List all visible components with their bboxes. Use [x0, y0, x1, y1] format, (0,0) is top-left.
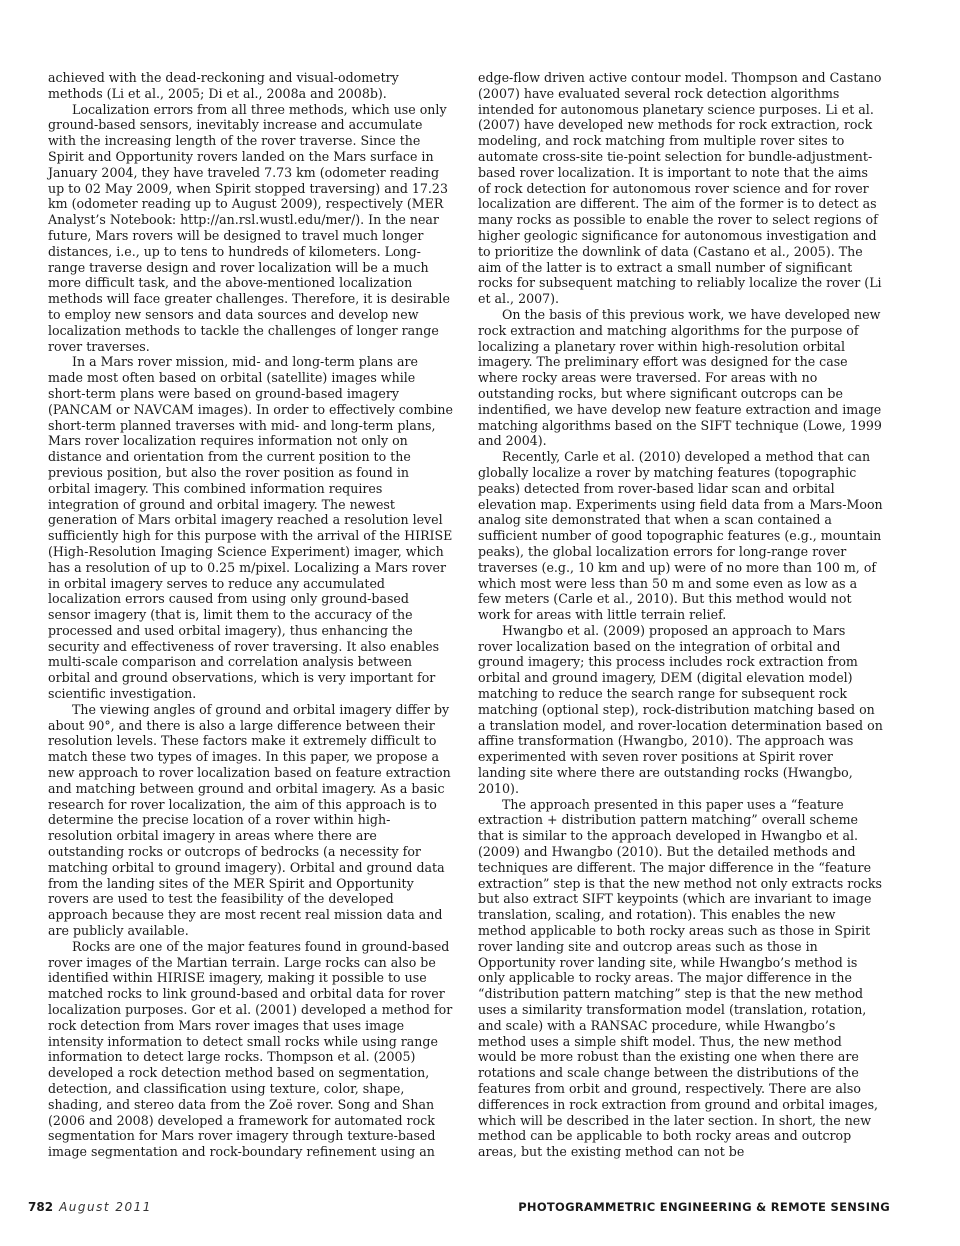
paragraph: The approach presented in this paper uses a “feature extraction + distribution pattern matching” overall scheme that is similar to the approach developed in Hwangbo et al. (2009) and Hwangbo (2010). But the detailed methods and techniques are different. The major difference in the “feature extraction” step is that the new method not only extracts rocks but also extract SIFT keypoints (which are invariant to image translation, scaling, and rotation). This enables the new method applicable to both rocky areas such as those in Spirit rover landing site and outcrop areas such as those in Opportunity rover landing site, while Hwangbo’s method is only applicable to rocky areas. The major difference in the “distribution pattern matching” step is that the new method uses a similarity transformation model (translation, rotation, and scale) with a RANSAC procedure, while Hwangbo’s method uses a simple shift model. Thus, the new method would be more robust than the existing one when there are rotations and scale change between the distributions of the features from orbit and ground, respectively. There are also differences in rock extraction from ground and orbital images, which will be described in the later section. In short, the new method can be applicable to both rocky areas and outcrop areas, but the existing method can not be	[478, 796, 882, 1160]
paragraph: edge-flow driven active contour model. Thompson and Castano (2007) have evaluated several rock detection algorithms intended for autonomous planetary science purposes. Li et al. (2007) have developed new methods for rock extraction, rock modeling, and rock matching from multiple rover sites to automate cross-site tie-point selection for bundle-adjustment-based rover localization. It is important to note that the aims of rock detection for autonomous rover science and for rover localization are different. The aim of the former is to detect as many rocks as possible to enable the rover to select regions of higher geologic significance for autonomous investigation and to prioritize the downlink of data (Castano et al., 2005). The aim of the latter is to extract a small number of significant rocks for subsequent matching to reliably localize the rover (Li et al., 2007).	[478, 70, 882, 307]
paragraph: Rocks are one of the major features found in ground-based rover images of the Martian terrain. Large rocks can also be identified within HIRISE imagery, making it possible to use matched rocks to link ground-based and orbital data for rover localization purposes. Gor et al. (2001) developed a method for rock detection from Mars rover images that uses image intensity information to detect small rocks while using range information to detect large rocks. Thompson et al. (2005) developed a rock detection method based on segmentation, detection, and classification using texture, color, shape, shading, and stereo data from the Zoë rover. Song and Shan (2006 and 2008) developed a framework for automated rock segmentation for Mars rover imagery through texture-based image segmentation and rock-boundary refinement using an	[48, 938, 453, 1160]
issue-date: August 2011	[59, 1200, 152, 1214]
paragraph: On the basis of this previous work, we have developed new rock extraction and matching algorithms for the purpose of localizing a planetary rover within high-resolution orbital imagery. The preliminary effort was designed for the case where rocky areas were traversed. For areas with no outstanding rocks, but where significant outcrops can be indentified, we have develop new feature extraction and image matching algorithms based on the SIFT technique (Lowe, 1999 and 2004).	[478, 306, 882, 449]
paragraph: In a Mars rover mission, mid- and long-term plans are made most often based on orbital (satellite) images while short-term plans were based on ground-based imagery (PANCAM or NAVCAM images). In order to effectively combine short-term planned traverses with mid- and long-term plans, Mars rover localization requires information not only on distance and orientation from the current position to the previous position, but also the rover position as found in orbital imagery. This combined information requires integration of ground and orbital imagery. The newest generation of Mars orbital imagery reached a resolution level sufficiently high for this purpose with the arrival of the HIRISE (High-Resolution Imaging Science Experiment) imager, which has a resolution of up to 0.25 m/pixel. Localizing a Mars rover in orbital imagery serves to reduce any accumulated localization errors caused from using only ground-based sensor imagery (that is, limit them to the accuracy of the processed and used orbital imagery), thus enhancing the security and effectiveness of rover traversing. It also enables multi-scale comparison and correlation analysis between orbital and ground observations, which is very important for scientific investigation.	[48, 354, 453, 702]
journal-name: PHOTOGRAMMETRIC ENGINEERING & REMOTE SENSING	[518, 1200, 890, 1214]
paragraph: The viewing angles of ground and orbital imagery differ by about 90°, and there is also a large difference between their resolution levels. These factors make it extremely difficult to match these two types of images. In this paper, we propose a new approach to rover localization based on feature extraction and matching between ground and orbital imagery. As a basic research for rover localization, the aim of this approach is to determine the precise location of a rover within high-resolution orbital imagery in areas where there are outstanding rocks or outcrops of bedrocks (a necessity for matching orbital to ground imagery). Orbital and ground data from the landing sites of the MER Spirit and Opportunity rovers are used to test the feasibility of the developed approach because they are most recent real mission data and are publicly available.	[48, 701, 451, 939]
paragraph: Hwangbo et al. (2009) proposed an approach to Mars rover localization based on the integration of orbital and ground imagery; this process includes rock extraction from orbital and ground imagery, DEM (digital elevation model) matching to reduce the search range for subsequent rock matching (optional step), rock-distribution matching based on a translation model, and rover-location determination based on affine transformation (Hwangbo, 2010). The approach was experimented with seven rover positions at Spirit rover landing site where there are outstanding rocks (Hwangbo, 2010).	[478, 622, 883, 796]
left-column	[48, 70, 453, 1160]
paragraph: Localization errors from all three methods, which use only ground-based sensors, inevitably increase and accumulate with the increasing length of the rover traverse. Since the Spirit and Opportunity rovers landed on the Mars surface in January 2004, they have traveled 7.73 km (odometer reading up to 02 May 2009, when Spirit stopped traversing) and 17.23 km (odometer reading up to August 2009), respectively (MER Analyst’s Notebook: http://an.rsl.wustl.edu/mer/). In the near future, Mars rovers will be designed to travel much longer distances, i.e., up to tens to hundreds of kilometers. Long-range traverse design and rover localization will be a much more difficult task, and the above-mentioned localization methods will face greater challenges. Therefore, it is desirable to employ new sensors and data sources and develop new localization methods to tackle the challenges of longer range rover traverses.	[48, 101, 450, 354]
paragraph: Recently, Carle et al. (2010) developed a method that can globally localize a rover by matching features (topographic peaks) detected from rover-based lidar scan and orbital elevation map. Experiments using field data from a Mars-Moon analog site demonstrated that when a scan contained a sufficient number of good topographic features (e.g., mountain peaks), the global localization errors for long-range rover traverses (e.g., 10 km and up) were of no more than 100 m, of which most were less than 50 m and some even as low as a few meters (Carle et al., 2010). But this method would not work for areas with little terrain relief.	[478, 449, 883, 623]
right-column	[478, 70, 883, 1160]
page-footer-left	[28, 1200, 152, 1214]
paragraph: achieved with the dead-reckoning and visual-odometry methods (Li et al., 2005; Di et al., 2008a and 2008b).	[48, 70, 399, 101]
page-number: 782	[28, 1200, 54, 1214]
